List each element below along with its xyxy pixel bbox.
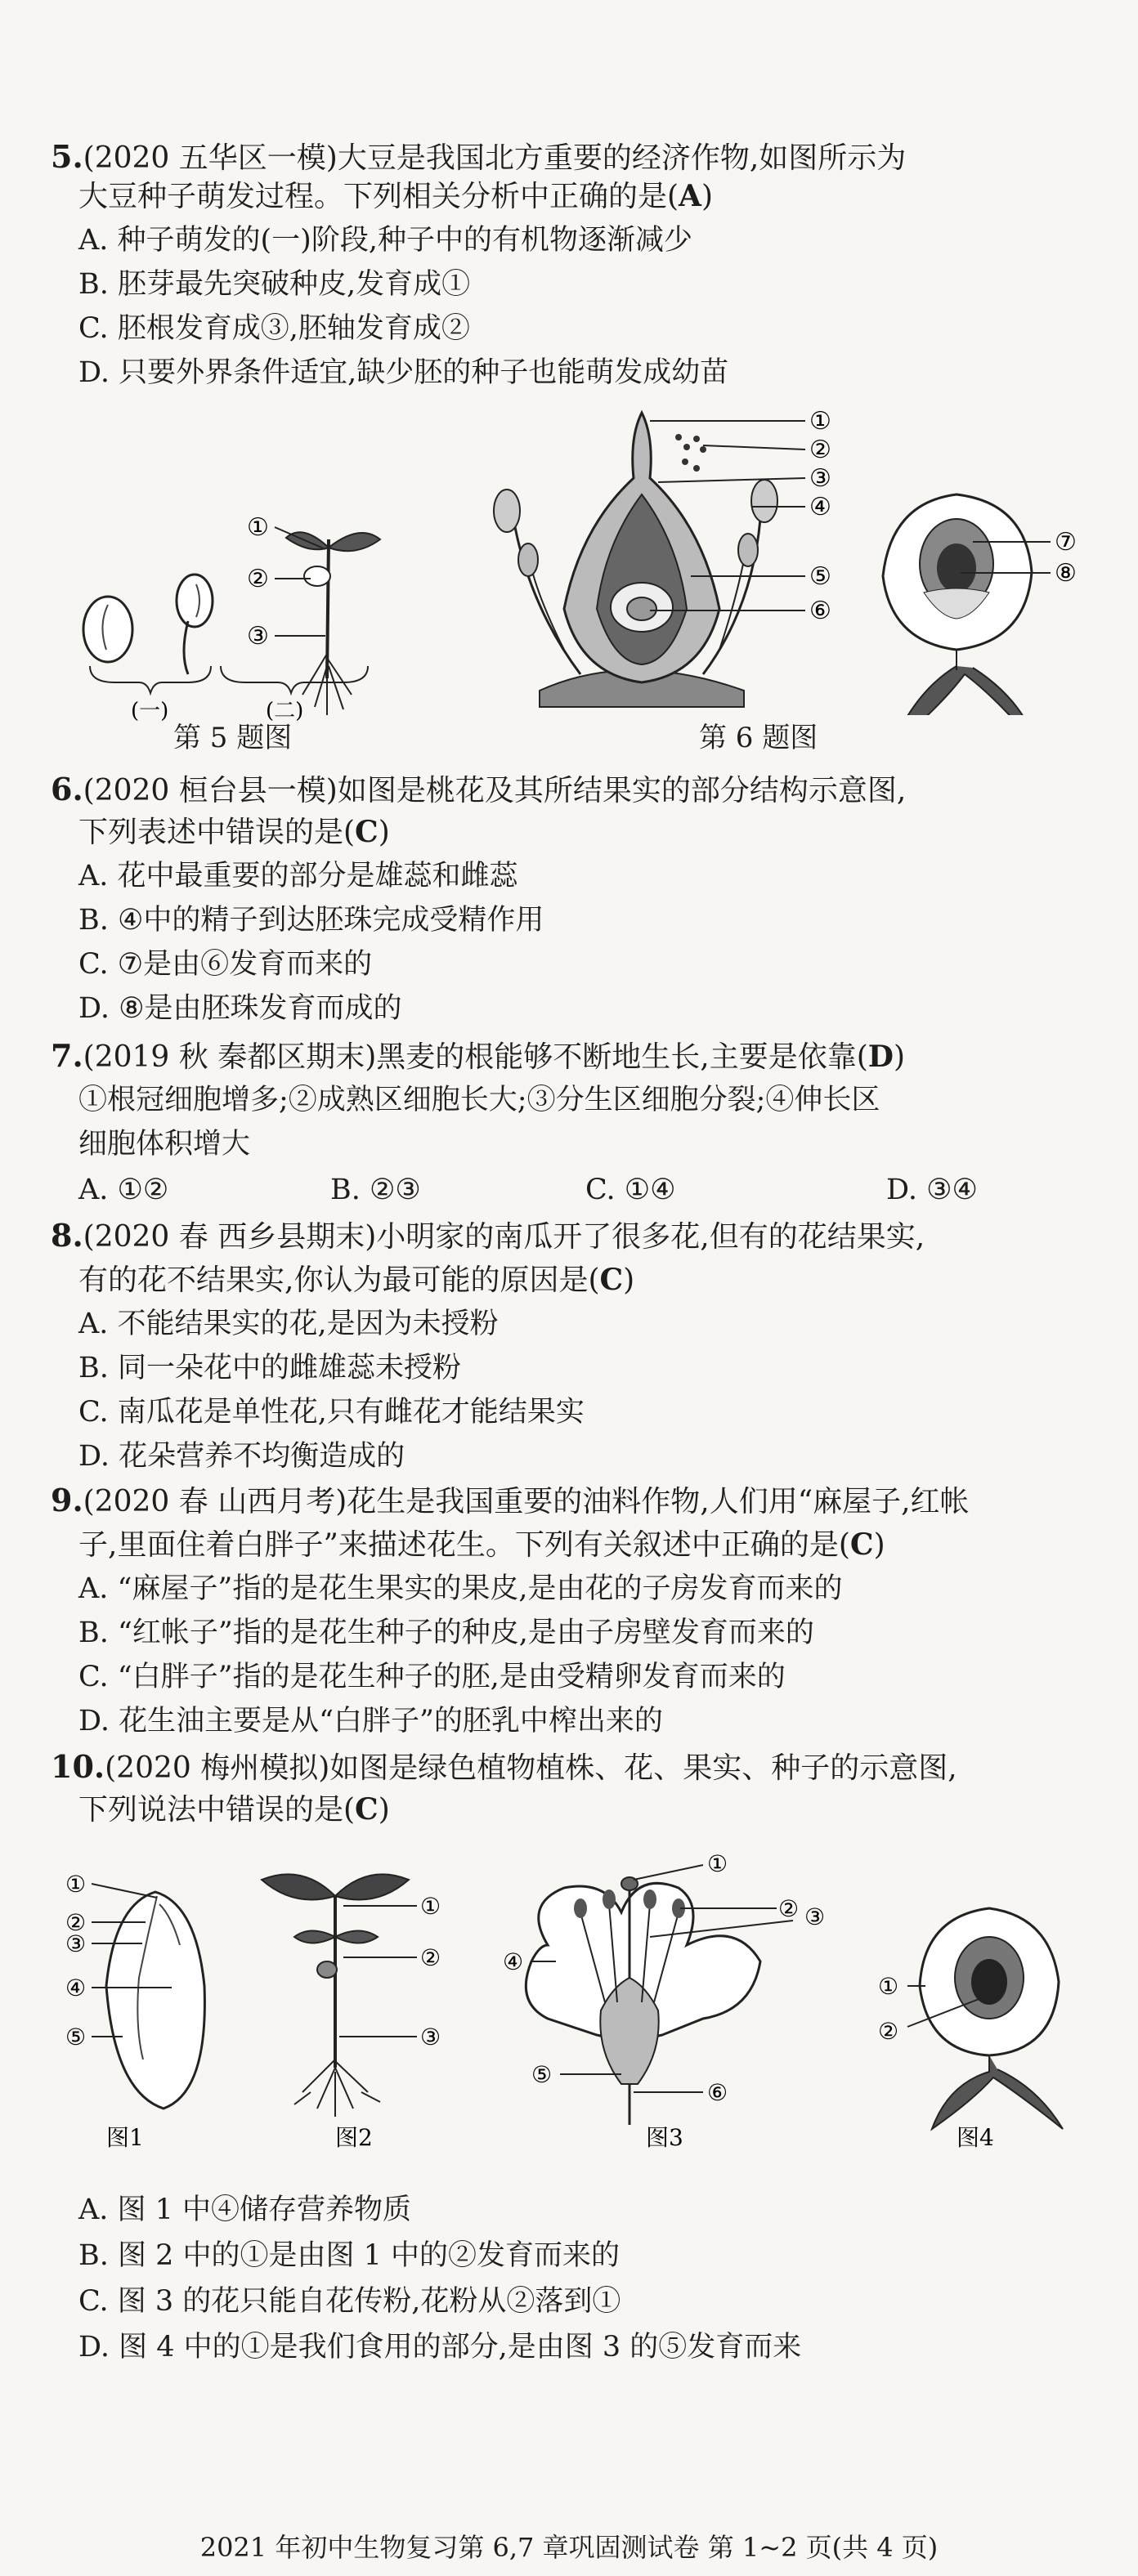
q8-number: 8. <box>51 1217 83 1254</box>
q7-option-d: D. ③④ <box>886 1174 978 1206</box>
q10-fig4-label-1: ① <box>878 1973 899 2000</box>
q8-option-c: C. 南瓜花是单性花,只有雌花才能结果实 <box>78 1396 585 1429</box>
q6-line2 <box>78 812 390 852</box>
fig6-label-1: ① <box>809 407 831 436</box>
fig5-caption: 第 5 题图 <box>173 722 293 754</box>
q5-option-a: A. 种子萌发的(一)阶段,种子中的有机物逐渐减少 <box>78 224 692 257</box>
q8-stem-2-close: ) <box>623 1263 635 1297</box>
q7-line3: 细胞体积增大 <box>78 1128 251 1161</box>
q9-number: 9. <box>51 1482 83 1518</box>
q10-option-a: A. 图 1 中④储存营养物质 <box>78 2194 412 2226</box>
q10-answer: C <box>355 1792 379 1827</box>
q7-answer: D <box>867 1040 894 1074</box>
q6-option-d: D. ⑧是由胚珠发育而成的 <box>78 992 402 1025</box>
q6-stem-2: 下列表述中错误的是( <box>78 816 356 849</box>
q5-stem-1: (2020 五华区一模)大豆是我国北方重要的经济作物,如图所示为 <box>83 141 907 175</box>
q9-line2 <box>78 1525 885 1565</box>
q7-stem-1: (2019 秋 秦都区期末)黑麦的根能够不断地生长,主要是依靠( <box>83 1040 868 1074</box>
q9-option-a: A. “麻屋子”指的是花生果实的果皮,是由花的子房发育而来的 <box>78 1572 843 1605</box>
fig6-peach-flower-fruit <box>482 405 1104 715</box>
fig6-fruit-illustration <box>883 494 1038 715</box>
q10-fig2-label-3: ③ <box>420 2024 441 2051</box>
q10-fig1-seed-illustration <box>106 1892 204 2109</box>
q10-fig1-label-4: ④ <box>65 1974 87 2001</box>
q6-number: 6. <box>51 771 83 807</box>
fig6-label-5: ⑤ <box>809 562 831 591</box>
q5-line1 <box>51 137 906 178</box>
q10-fig1-label-3: ③ <box>65 1930 87 1957</box>
q7-stem-1-close: ) <box>893 1040 906 1074</box>
q5-number: 5. <box>51 138 83 175</box>
fig5-stage-1: (一) <box>131 699 169 723</box>
q10-fig2-caption: 图2 <box>335 2124 373 2151</box>
q10-fig2-label-2: ② <box>420 1944 441 1971</box>
q9-stem-2-close: ) <box>873 1528 885 1562</box>
q10-figures <box>57 1847 1087 2158</box>
q8-stem-2: 有的花不结果实,你认为最可能的原因是( <box>78 1263 600 1297</box>
q8-answer: C <box>599 1263 624 1297</box>
q7-option-b: B. ②③ <box>330 1174 421 1206</box>
q5-answer: A <box>679 179 701 213</box>
q9-option-c: C. “白胖子”指的是花生种子的胚,是由受精卵发育而来的 <box>78 1661 786 1693</box>
q5-stem-2-close: ) <box>701 180 714 213</box>
q10-fig3-label-2: ② <box>778 1895 800 1922</box>
q6-option-b: B. ④中的精子到达胚珠完成受精作用 <box>78 904 544 937</box>
fig5-label-2: ② <box>247 565 269 593</box>
fig5-soybean-germination <box>65 490 425 727</box>
q6-option-a: A. 花中最重要的部分是雄蕊和雌蕊 <box>78 860 518 892</box>
fig6-label-8: ⑧ <box>1055 559 1077 588</box>
fig5-sprouting-seed-illustration <box>177 575 213 674</box>
q7-option-a: A. ①② <box>78 1174 169 1206</box>
q5-stem-2: 大豆种子萌发过程。下列相关分析中正确的是( <box>78 180 679 213</box>
fig5-seed-illustration <box>83 597 132 662</box>
q10-stem-1: (2020 梅州模拟)如图是绿色植物植株、花、果实、种子的示意图, <box>105 1751 957 1785</box>
q10-fig4-fruit-illustration <box>920 1908 1063 2129</box>
q5-line2 <box>78 177 713 217</box>
q7-number: 7. <box>51 1037 83 1074</box>
q10-number: 10. <box>51 1748 105 1785</box>
q10-fig4-label-2: ② <box>878 2018 899 2045</box>
q10-fig4-caption: 图4 <box>957 2124 994 2151</box>
q6-stem-1: (2020 桓台县一模)如图是桃花及其所结果实的部分结构示意图, <box>83 774 907 807</box>
fig6-label-4: ④ <box>809 493 831 521</box>
fig6-label-3: ③ <box>809 464 831 493</box>
q10-fig1-label-1: ① <box>65 1871 87 1898</box>
q8-line2 <box>78 1260 634 1300</box>
q5-option-c: C. 胚根发育成③,胚轴发育成② <box>78 312 470 345</box>
q7-line1 <box>51 1036 905 1077</box>
q6-option-c: C. ⑦是由⑥发育而来的 <box>78 948 373 981</box>
q10-fig2-label-1: ① <box>420 1893 441 1920</box>
q10-stem-2: 下列说法中错误的是( <box>78 1793 356 1827</box>
q10-fig3-label-5: ⑤ <box>531 2061 553 2088</box>
q6-stem-2-close: ) <box>378 816 390 849</box>
q9-line1 <box>51 1481 970 1522</box>
q10-option-b: B. 图 2 中的①是由图 1 中的②发育而来的 <box>78 2239 621 2272</box>
fig5-stage-2: (二) <box>266 699 304 723</box>
q7-option-c: C. ①④ <box>585 1174 676 1206</box>
q8-option-a: A. 不能结果实的花,是因为未授粉 <box>78 1308 499 1340</box>
q10-fig1-caption: 图1 <box>106 2124 144 2151</box>
q9-option-d: D. 花生油主要是从“白胖子”的胚乳中榨出来的 <box>78 1705 663 1737</box>
q9-stem-2: 子,里面住着白胖子”来描述花生。下列有关叙述中正确的是( <box>78 1528 850 1562</box>
fig5-seedling-illustration <box>286 532 380 715</box>
q10-fig1-label-2: ② <box>65 1909 87 1936</box>
q10-option-c: C. 图 3 的花只能自花传粉,花粉从②落到① <box>78 2285 621 2318</box>
q9-stem-1: (2020 春 山西月考)花生是我国重要的油料作物,人们用“麻屋子,红帐 <box>83 1485 970 1518</box>
q10-fig3-label-6: ⑥ <box>707 2079 728 2106</box>
q10-option-d: D. 图 4 中的①是我们食用的部分,是由图 3 的⑤发育而来 <box>78 2331 802 2364</box>
fig6-label-6: ⑥ <box>809 597 831 625</box>
q5-option-d: D. 只要外界条件适宜,缺少胚的种子也能萌发成幼苗 <box>78 356 729 389</box>
q10-fig3-label-3: ③ <box>804 1903 826 1930</box>
q9-option-b: B. “红帐子”指的是花生种子的种皮,是由子房壁发育而来的 <box>78 1617 814 1649</box>
q8-stem-1: (2020 春 西乡县期末)小明家的南瓜开了很多花,但有的花结果实, <box>83 1220 925 1254</box>
fig6-label-2: ② <box>809 436 831 464</box>
page-footer: 2021 年初中生物复习第 6,7 章巩固测试卷 第 1~2 页(共 4 页) <box>199 2532 939 2563</box>
fig6-flower-illustration <box>494 413 777 707</box>
fig5-label-1: ① <box>247 513 269 542</box>
q8-option-b: B. 同一朵花中的雌雄蕊未授粉 <box>78 1352 461 1384</box>
q10-stem-2-close: ) <box>378 1793 390 1827</box>
q10-fig3-label-4: ④ <box>503 1948 524 1975</box>
q6-line1 <box>51 770 906 811</box>
fig6-caption: 第 6 题图 <box>699 722 818 754</box>
q9-answer: C <box>849 1527 874 1562</box>
q7-line2: ①根冠细胞增多;②成熟区细胞长大;③分生区细胞分裂;④伸长区 <box>78 1084 880 1116</box>
q10-fig3-caption: 图3 <box>646 2124 683 2151</box>
q5-option-b: B. 胚芽最先突破种皮,发育成① <box>78 268 471 301</box>
q10-fig2-plant-illustration <box>262 1874 409 2117</box>
q10-line2 <box>78 1790 390 1830</box>
q10-fig3-label-1: ① <box>707 1850 728 1877</box>
q6-answer: C <box>355 815 379 849</box>
q10-fig1-label-5: ⑤ <box>65 2024 87 2051</box>
fig6-label-7: ⑦ <box>1055 528 1077 557</box>
q10-line1 <box>51 1747 957 1788</box>
q8-option-d: D. 花朵营养不均衡造成的 <box>78 1440 405 1473</box>
q8-line1 <box>51 1216 925 1257</box>
fig5-label-3: ③ <box>247 622 269 651</box>
